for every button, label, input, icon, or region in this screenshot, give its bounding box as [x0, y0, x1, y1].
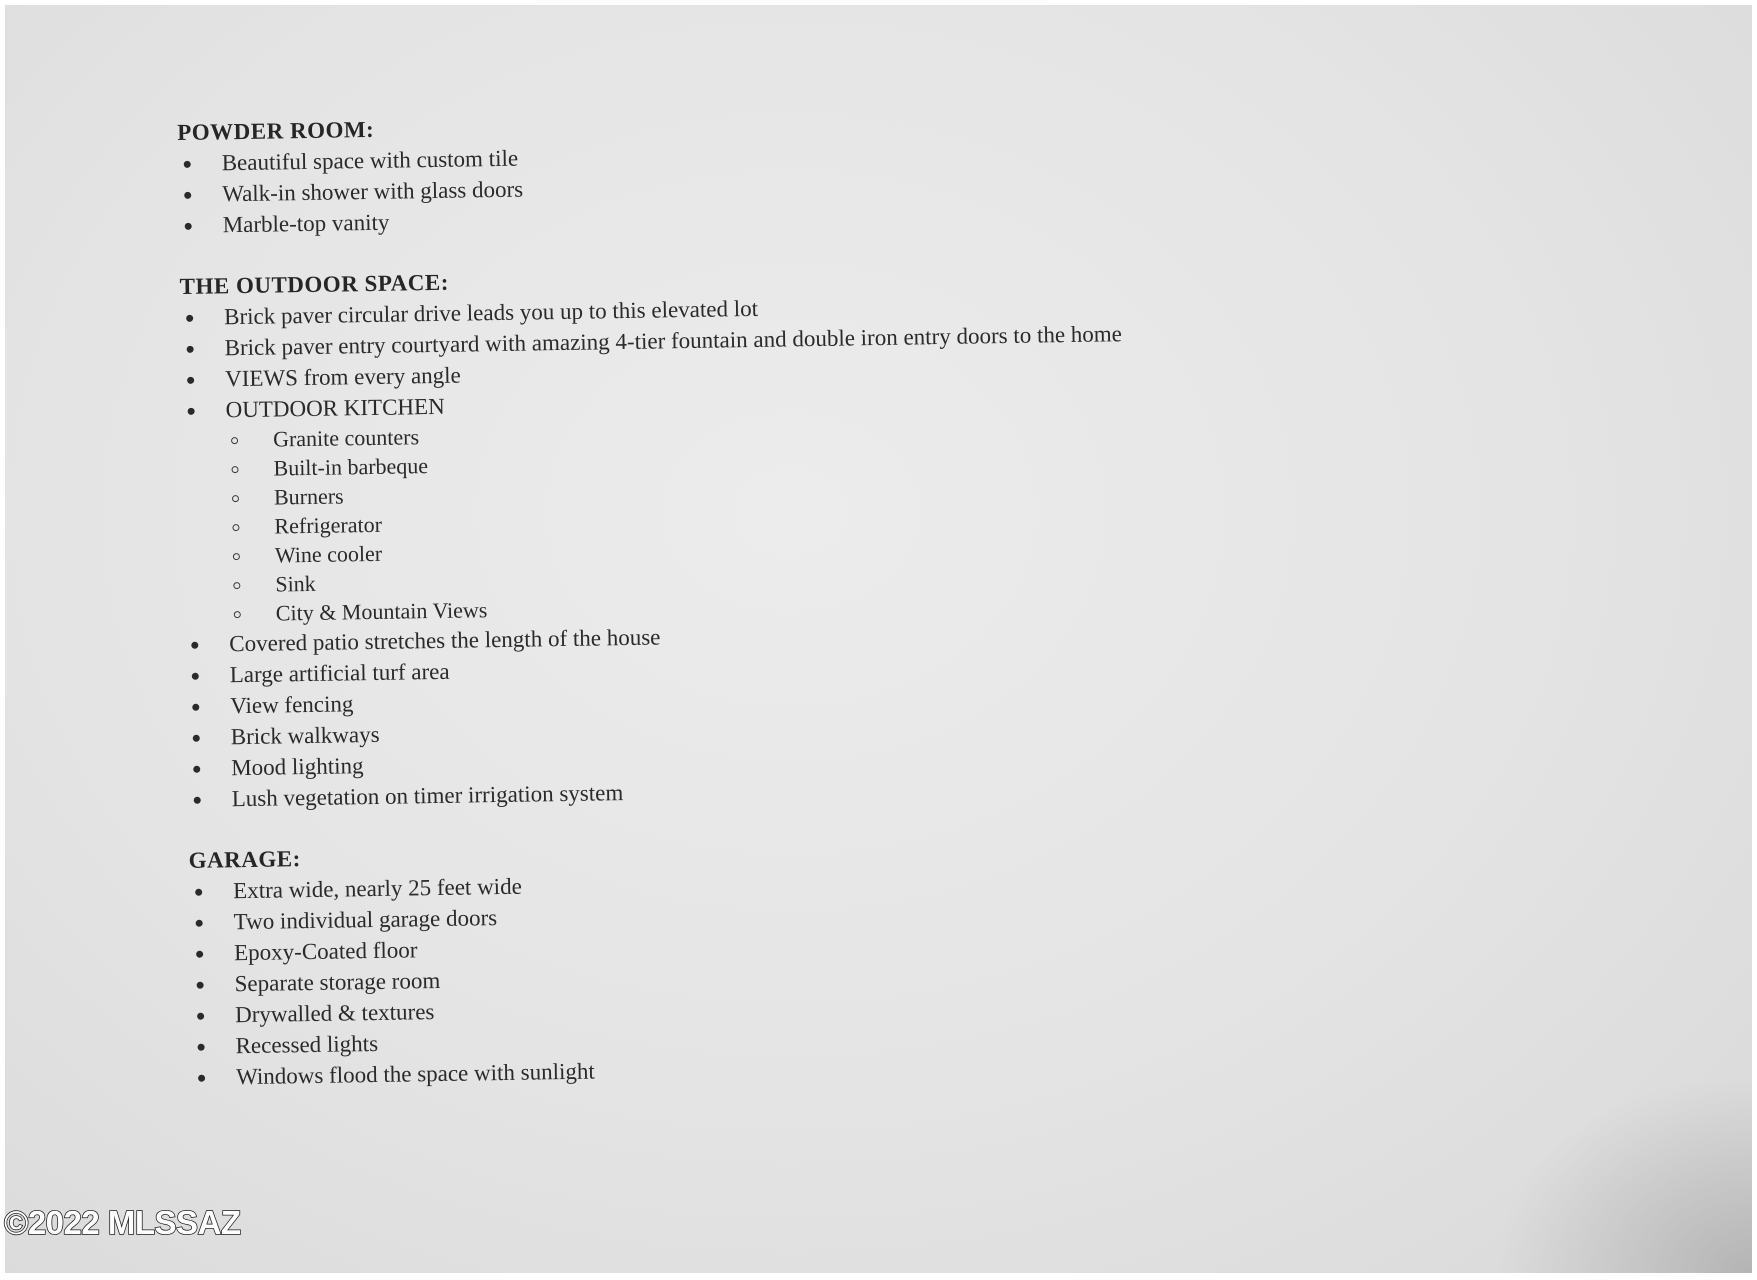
list-item: Mood lighting: [187, 738, 1129, 784]
list-item: Recessed lights: [191, 1016, 1133, 1062]
list-item: Two individual garage doors: [189, 892, 1131, 938]
sub-list-item: Granite counters: [226, 411, 1124, 454]
list-item: Brick paver circular drive leads you up to this elevated lot: [180, 287, 1122, 333]
copyright-watermark: ©2022 MLSSAZ: [4, 1204, 241, 1241]
list-item: Beautiful space with custom tile: [177, 133, 1119, 179]
section-title: POWDER ROOM:: [177, 116, 375, 145]
list-item: Marble-top vanity: [178, 195, 1120, 241]
sub-list-item: Built-in barbeque: [226, 440, 1124, 483]
list-item: OUTDOOR KITCHEN: [181, 380, 1123, 426]
list-item: Extra wide, nearly 25 feet wide: [189, 861, 1131, 907]
list-item: Covered patio stretches the length of the house: [185, 614, 1127, 660]
garage-list: [189, 861, 1134, 1093]
list-item: Brick walkways: [187, 707, 1129, 753]
list-item: Lush vegetation on timer irrigation system: [187, 769, 1129, 815]
list-item: Epoxy-Coated floor: [190, 923, 1132, 969]
list-item: VIEWS from every angle: [181, 349, 1123, 395]
kitchen-sublist: [226, 411, 1126, 628]
feature-list-document: [177, 102, 1134, 1123]
document-page: [5, 5, 1752, 1273]
section-garage: [188, 830, 1133, 1093]
list-item: Drywalled & textures: [191, 985, 1133, 1031]
outdoor-space-list: [180, 287, 1129, 815]
list-item: Separate storage room: [190, 954, 1132, 1000]
section-title: THE OUTDOOR SPACE:: [179, 269, 450, 299]
list-item: Brick paver entry courtyard with amazing 4-tier fountain and double iron entry doors to the home: [180, 318, 1122, 364]
sub-list-item: City & Mountain Views: [229, 585, 1127, 628]
kitchen-sublist-wrapper: [182, 411, 1126, 629]
sub-list-item: Burners: [227, 469, 1125, 512]
list-item: Large artificial turf area: [186, 645, 1128, 691]
page-shadow: [1492, 1073, 1752, 1273]
sub-list-item: Sink: [228, 556, 1126, 599]
sub-list-item: Wine cooler: [228, 527, 1126, 570]
powder-room-list: [177, 133, 1120, 241]
section-title: GARAGE:: [188, 846, 301, 873]
sub-list-item: Refrigerator: [227, 498, 1125, 541]
section-powder-room: [177, 102, 1120, 241]
list-item: Walk-in shower with glass doors: [178, 164, 1120, 210]
list-item: Windows flood the space with sunlight: [192, 1047, 1134, 1093]
section-outdoor-space: [179, 256, 1129, 815]
list-item: View fencing: [186, 676, 1128, 722]
